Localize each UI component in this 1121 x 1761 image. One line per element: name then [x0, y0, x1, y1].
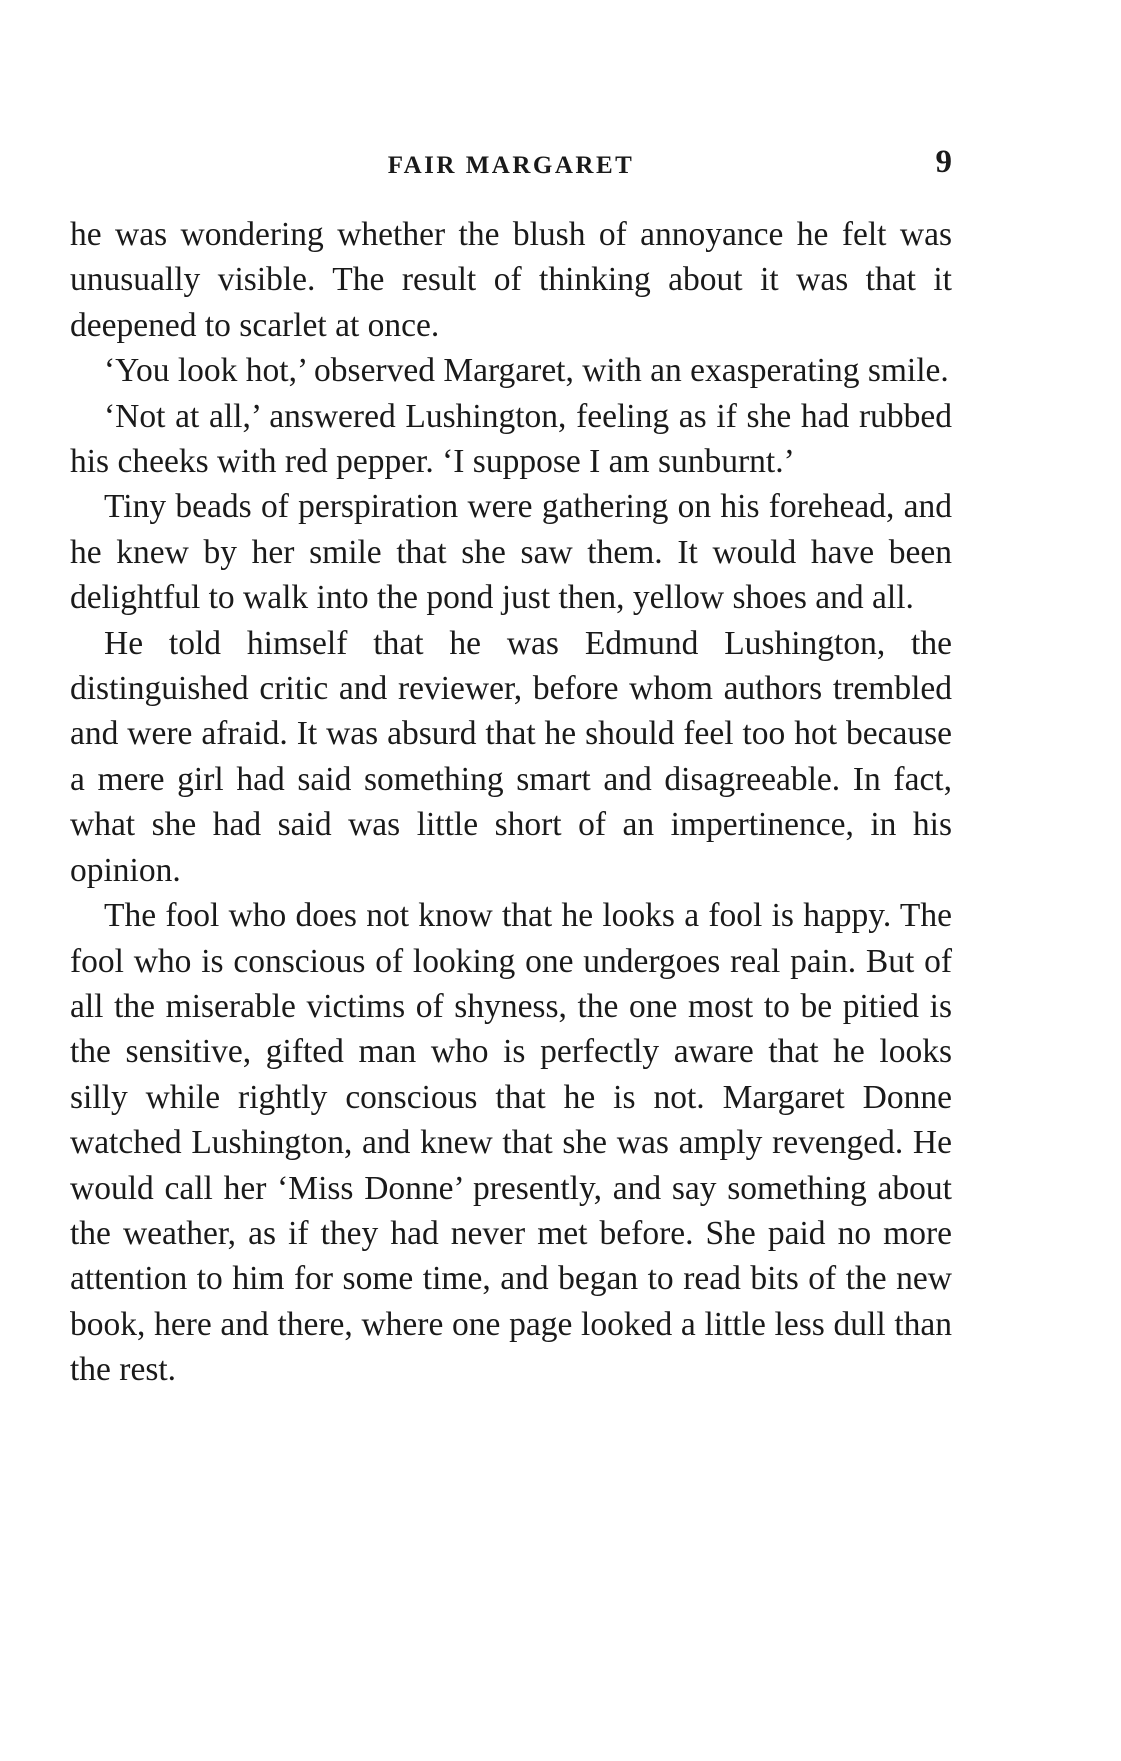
- paragraph: ‘You look hot,’ observed Margaret, with an exasperating smile.: [104, 352, 949, 390]
- paragraph: Tiny beads of perspiration were gathering on his forehead, and he knew by her smile that she saw them. It would have been delightful to walk into the pond just then, yellow shoes and all.: [70, 488, 952, 617]
- paragraph: ‘Not at all,’ answered Lushington, feeling as if she had rubbed his cheeks with red pepper. ‘I suppose I am sunburnt.’: [70, 397, 952, 481]
- book-page: [70, 144, 952, 1393]
- page-number: 9: [935, 144, 952, 180]
- running-title: FAIR MARGARET: [387, 152, 635, 179]
- paragraph: The fool who does not know that he looks a fool is happy. The fool who is conscious of looking one undergoes real pain. But of all the miserable victims of shyness, the one most to be pitied is the sensitive, gifted man who is perfectly aware that he looks silly while rightly conscious that he is not. Margaret Donne watched Lushington, and knew that she was amply revenged. He would call her ‘Miss Donne’ presently, and say something about the weather, as if they had never met before. She paid no more attention to him for some time, and began to read bits of the new book, here and there, where one page looked a little less dull than the rest.: [70, 897, 952, 1389]
- body-text: [70, 212, 952, 1393]
- running-head: [70, 144, 952, 192]
- paragraph-continuation: he was wondering whether the blush of annoyance he felt was unusually visible. The result of thinking about it was that it deepened to scarlet at once.: [70, 216, 952, 344]
- paragraph: He told himself that he was Edmund Lushington, the distinguished critic and reviewer, before whom authors trembled and were afraid. It was absurd that he should feel too hot because a mere girl had said something smart and disagreeable. In fact, what she had said was little short of an impertinence, in his opinion.: [70, 624, 952, 889]
